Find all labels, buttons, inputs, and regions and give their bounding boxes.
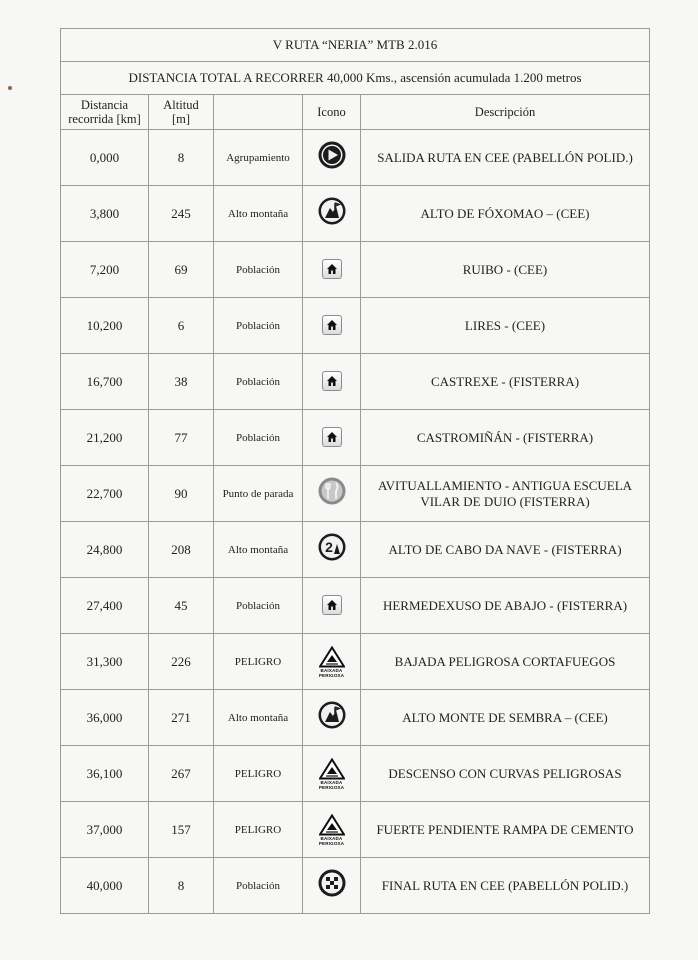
distance-cell: 24,800	[61, 522, 149, 578]
description-cell: HERMEDEXUSO DE ABAJO - (FISTERRA)	[361, 578, 650, 634]
table-row	[61, 130, 650, 186]
subtitle-row	[61, 62, 650, 95]
altitude-cell: 267	[149, 746, 214, 802]
type-cell: Alto montaña	[214, 690, 303, 746]
header-distance-line1: Distancia	[80, 98, 129, 112]
icon-cell	[303, 130, 361, 186]
distance-cell: 27,400	[61, 578, 149, 634]
altitude-cell: 38	[149, 354, 214, 410]
icon-cell	[303, 242, 361, 298]
altitude-cell: 6	[149, 298, 214, 354]
description-cell: ALTO DE FÓXOMAO – (CEE)	[361, 186, 650, 242]
description-cell: DESCENSO CON CURVAS PELIGROSAS	[361, 746, 650, 802]
type-cell: Población	[214, 410, 303, 466]
description-cell: AVITUALLAMIENTO - ANTIGUA ESCUELA VILAR DE DUIO (FISTERRA)	[361, 466, 650, 522]
description-cell: CASTREXE - (FISTERRA)	[361, 354, 650, 410]
description-cell: SALIDA RUTA EN CEE (PABELLÓN POLID.)	[361, 130, 650, 186]
table-row	[61, 410, 650, 466]
header-distance	[61, 95, 149, 130]
icon-cell	[303, 410, 361, 466]
distance-cell: 22,700	[61, 466, 149, 522]
altitude-cell: 157	[149, 802, 214, 858]
icon-cell	[303, 186, 361, 242]
table-row	[61, 298, 650, 354]
icon-cell	[303, 690, 361, 746]
table-row	[61, 858, 650, 914]
food-stop-icon	[317, 476, 347, 511]
description-cell: ALTO DE CABO DA NAVE - (FISTERRA)	[361, 522, 650, 578]
header-altitude-line1: Altitud	[163, 98, 199, 112]
table-row	[61, 690, 650, 746]
danger-caption: BAIXADA PERIGOSA	[318, 667, 345, 678]
description-cell: RUIBO - (CEE)	[361, 242, 650, 298]
route-summary: DISTANCIA TOTAL A RECORRER 40,000 Kms., ascensión acumulada 1.200 metros	[61, 62, 650, 95]
icon-cell	[303, 354, 361, 410]
danger-icon	[319, 814, 345, 846]
type-cell: PELIGRO	[214, 634, 303, 690]
house-icon	[322, 315, 342, 336]
table-row	[61, 186, 650, 242]
icon-cell	[303, 746, 361, 802]
type-cell: Agrupamiento	[214, 130, 303, 186]
icon-cell	[303, 578, 361, 634]
icon-cell	[303, 802, 361, 858]
mountain-pass-2-icon	[317, 532, 347, 567]
distance-cell: 0,000	[61, 130, 149, 186]
header-row	[61, 95, 650, 130]
distance-cell: 10,200	[61, 298, 149, 354]
header-type	[214, 95, 303, 130]
type-cell: Alto montaña	[214, 522, 303, 578]
distance-cell: 36,000	[61, 690, 149, 746]
type-cell: Punto de parada	[214, 466, 303, 522]
altitude-cell: 8	[149, 130, 214, 186]
danger-icon	[319, 758, 345, 790]
description-cell: FINAL RUTA EN CEE (PABELLÓN POLID.)	[361, 858, 650, 914]
type-cell: Alto montaña	[214, 186, 303, 242]
type-cell: Población	[214, 858, 303, 914]
altitude-cell: 208	[149, 522, 214, 578]
type-cell: Población	[214, 242, 303, 298]
distance-cell: 36,100	[61, 746, 149, 802]
scan-speck	[8, 86, 12, 90]
description-cell: BAJADA PELIGROSA CORTAFUEGOS	[361, 634, 650, 690]
house-icon	[322, 371, 342, 392]
distance-cell: 31,300	[61, 634, 149, 690]
altitude-cell: 69	[149, 242, 214, 298]
distance-cell: 7,200	[61, 242, 149, 298]
distance-cell: 37,000	[61, 802, 149, 858]
icon-cell	[303, 466, 361, 522]
table-row	[61, 466, 650, 522]
distance-cell: 3,800	[61, 186, 149, 242]
table-row	[61, 746, 650, 802]
distance-cell: 16,700	[61, 354, 149, 410]
description-cell: FUERTE PENDIENTE RAMPA DE CEMENTO	[361, 802, 650, 858]
table-row	[61, 578, 650, 634]
danger-caption: BAIXADA PERIGOSA	[318, 779, 345, 790]
header-description: Descripción	[361, 95, 650, 130]
icon-cell	[303, 634, 361, 690]
altitude-cell: 226	[149, 634, 214, 690]
header-icon: Icono	[303, 95, 361, 130]
header-distance-line2: recorrida [km]	[68, 112, 141, 126]
table-row	[61, 354, 650, 410]
altitude-cell: 90	[149, 466, 214, 522]
danger-icon	[319, 646, 345, 678]
mountain-pass-icon	[317, 196, 347, 231]
house-icon	[322, 427, 342, 448]
title-row	[61, 29, 650, 62]
type-cell: Población	[214, 354, 303, 410]
table-row	[61, 634, 650, 690]
route-table	[60, 28, 650, 914]
table-row	[61, 522, 650, 578]
icon-cell	[303, 298, 361, 354]
description-cell: LIRES - (CEE)	[361, 298, 650, 354]
finish-flag-icon	[317, 868, 347, 903]
mountain-pass-icon	[317, 700, 347, 735]
house-icon	[322, 595, 342, 616]
altitude-cell: 8	[149, 858, 214, 914]
description-cell: ALTO MONTE DE SEMBRA – (CEE)	[361, 690, 650, 746]
table-row	[61, 242, 650, 298]
altitude-cell: 271	[149, 690, 214, 746]
play-icon	[317, 140, 347, 175]
header-altitude	[149, 95, 214, 130]
route-title: V RUTA “NERIA” MTB 2.016	[61, 29, 650, 62]
type-cell: Población	[214, 298, 303, 354]
danger-caption: BAIXADA PERIGOSA	[318, 835, 345, 846]
description-cell: CASTROMIÑÁN - (FISTERRA)	[361, 410, 650, 466]
type-cell: PELIGRO	[214, 746, 303, 802]
distance-cell: 21,200	[61, 410, 149, 466]
icon-cell	[303, 522, 361, 578]
altitude-cell: 245	[149, 186, 214, 242]
distance-cell: 40,000	[61, 858, 149, 914]
altitude-cell: 77	[149, 410, 214, 466]
house-icon	[322, 259, 342, 280]
table-row	[61, 802, 650, 858]
altitude-cell: 45	[149, 578, 214, 634]
icon-cell	[303, 858, 361, 914]
type-cell: Población	[214, 578, 303, 634]
type-cell: PELIGRO	[214, 802, 303, 858]
header-altitude-line2: [m]	[171, 112, 191, 126]
svg-text:2: 2	[324, 539, 333, 555]
